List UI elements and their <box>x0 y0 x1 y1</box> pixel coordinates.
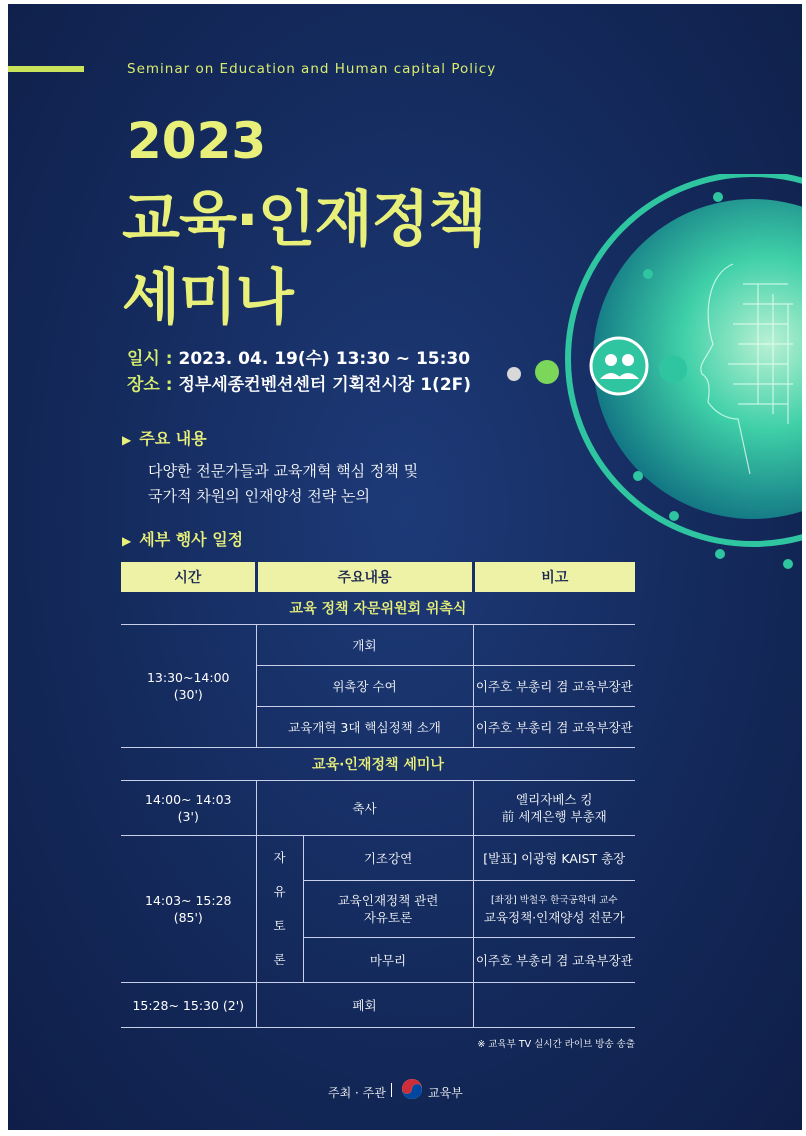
note-cell: [좌장] 박철우 한국공학대 교수 교육정책·인재양성 전문가 <box>473 881 635 938</box>
content-cell: 개회 <box>256 625 473 666</box>
main-content-line1: 다양한 전문가들과 교육개혁 핵심 정책 및 <box>148 462 419 480</box>
footer <box>8 1080 802 1104</box>
section-title-appointment: 교육 정책 자문위원회 위촉식 <box>121 592 635 625</box>
place-value: 정부세종컨벤션센터 기획전시장 1(2F) <box>178 375 472 395</box>
table-header-row <box>121 562 635 592</box>
content-cell: 폐회 <box>256 983 473 1028</box>
note-cell: 이주호 부총리 겸 교육부장관 <box>473 938 635 983</box>
face-circle-graphic <box>488 174 802 574</box>
content-cell: 마무리 <box>303 938 473 983</box>
triangle-bullet-icon: ▶ <box>122 534 132 548</box>
date-label: 일시 : <box>127 349 173 369</box>
content-cell: 위촉장 수여 <box>256 666 473 707</box>
table-row <box>121 836 635 881</box>
content-cell: 교육개혁 3대 핵심정책 소개 <box>256 707 473 748</box>
schedule-table <box>121 562 635 1028</box>
note-cell <box>473 983 635 1028</box>
note-cell: 이주호 부총리 겸 교육부장관 <box>473 707 635 748</box>
organization-name: 교육부 <box>428 1086 463 1100</box>
main-content-heading: ▶ 주요 내용 <box>122 429 207 448</box>
note-cell <box>473 625 635 666</box>
broadcast-footnote: ※ 교육부 TV 실시간 라이브 방송 송출 <box>477 1039 635 1050</box>
free-discussion-label: 자 유 토 론 <box>256 836 303 983</box>
accent-line <box>8 66 84 72</box>
schedule-heading: ▶ 세부 행사 일정 <box>122 530 244 549</box>
content-cell: 교육인재정책 관련 자유토론 <box>303 881 473 938</box>
note-cell: 엘리자베스 킹 前 세계은행 부총재 <box>473 781 635 836</box>
section-row <box>121 592 635 625</box>
time-cell: 14:03~ 15:28 (85') <box>121 836 256 983</box>
content-cell: 축사 <box>256 781 473 836</box>
poster-title-line2: 세미나 <box>122 263 293 333</box>
time-cell: 14:00~ 14:03 (3') <box>121 781 256 836</box>
table-row <box>121 781 635 836</box>
section-title-seminar: 교육·인재정책 세미나 <box>121 748 635 781</box>
table-row <box>121 625 635 666</box>
date-value: 2023. 04. 19(수) 13:30 ~ 15:30 <box>178 349 471 369</box>
time-cell: 15:28~ 15:30 (2') <box>121 983 256 1028</box>
poster-year: 2023 <box>127 112 267 170</box>
event-place <box>127 370 471 395</box>
place-label: 장소 : <box>127 375 173 395</box>
column-header-time: 시간 <box>121 562 256 592</box>
section-row <box>121 748 635 781</box>
taegeuk-emblem-icon <box>401 1078 423 1100</box>
note-cell: [발표] 이광형 KAIST 총장 <box>473 836 635 881</box>
poster-title-line1: 교육·인재정책 <box>122 185 486 255</box>
event-date <box>127 344 470 369</box>
divider <box>391 1083 392 1097</box>
content-cell: 기조강연 <box>303 836 473 881</box>
triangle-bullet-icon: ▶ <box>122 433 132 447</box>
column-header-note: 비고 <box>473 562 635 592</box>
host-label: 주최 · 주관 <box>328 1086 386 1100</box>
column-header-content: 주요내용 <box>256 562 473 592</box>
note-cell: 이주호 부총리 겸 교육부장관 <box>473 666 635 707</box>
main-content-line2: 국가적 차원의 인재양성 전략 논의 <box>148 487 370 505</box>
seminar-poster <box>8 4 802 1130</box>
time-cell: 13:30~14:00 (30') <box>121 625 256 748</box>
poster-subtitle: Seminar on Education and Human capital Policy <box>127 61 497 77</box>
table-row <box>121 983 635 1028</box>
